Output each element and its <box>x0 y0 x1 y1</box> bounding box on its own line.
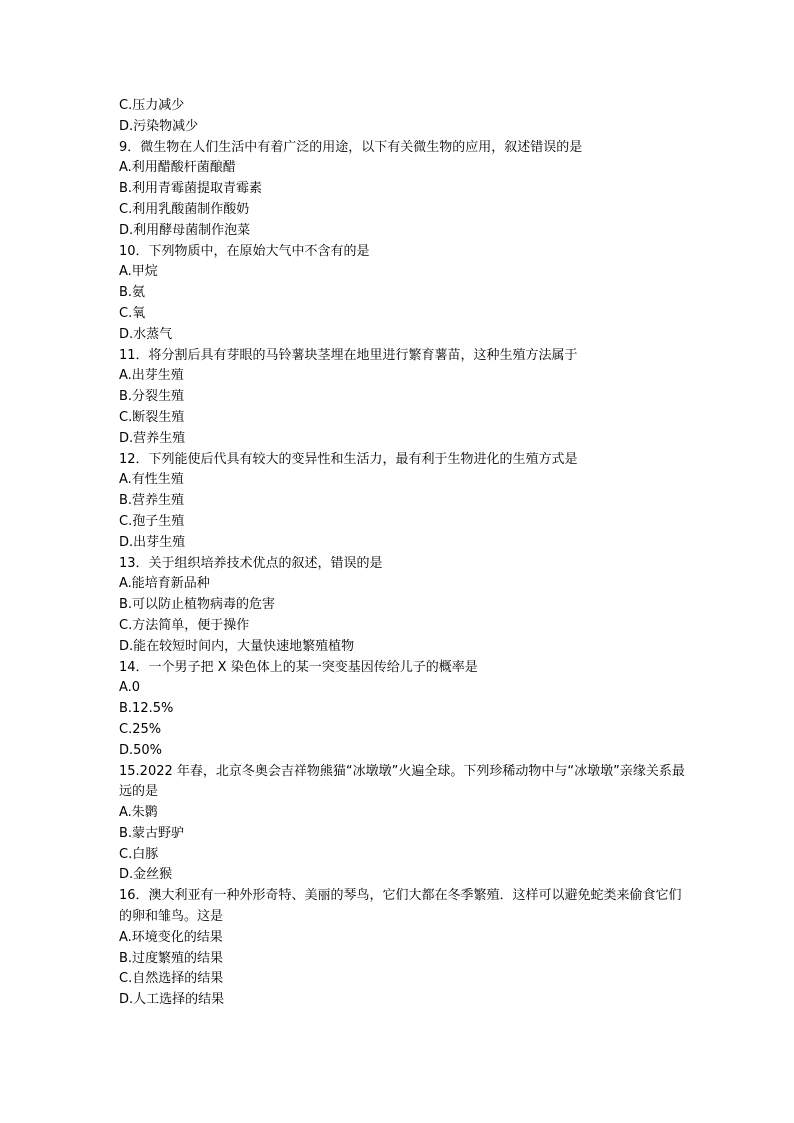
option-d: D.污染物减少 <box>119 118 199 134</box>
option-d: D.水蒸气 <box>119 326 173 342</box>
option-c: C.白豚 <box>119 846 159 862</box>
option-d: D.出芽生殖 <box>119 534 186 550</box>
option-b: B.氨 <box>119 285 146 301</box>
option-c: C.氧 <box>119 305 146 321</box>
option-d: D.人工选择的结果 <box>119 992 225 1008</box>
option-b: B.12.5% <box>119 701 174 717</box>
option-b: B.利用青霉菌提取青霉素 <box>119 181 263 197</box>
option-c: C.方法简单，便于操作 <box>119 617 250 633</box>
question-stem: 16．澳大利亚有一种外形奇特、美丽的琴鸟，它们大都在冬季繁殖．这样可以避免蛇类来偷食它们的卵和雏鸟。这是 <box>119 888 682 925</box>
option-b: B.可以防止植物病毒的危害 <box>119 597 276 613</box>
option-c: C.自然选择的结果 <box>119 971 224 987</box>
option-b: B.蒙古野驴 <box>119 825 185 841</box>
question-13 <box>119 554 689 658</box>
option-a: A.0 <box>119 680 141 696</box>
question-stem: 12．下列能使后代具有较大的变异性和生活力，最有利于生物进化的生殖方式是 <box>119 451 578 467</box>
option-c: C.利用乳酸菌制作酸奶 <box>119 201 250 217</box>
option-c: C.断裂生殖 <box>119 409 185 425</box>
question-15 <box>119 762 689 887</box>
question-stem: 15.2022 年春，北京冬奥会吉祥物熊猫“冰墩墩”火遍全球。下列珍稀动物中与“冰墩墩”亲缘关系最远的是 <box>119 763 685 800</box>
option-b: B.分裂生殖 <box>119 389 185 405</box>
option-a: A.利用醋酸杆菌酿醋 <box>119 160 236 176</box>
question-stem: 13．关于组织培养技术优点的叙述，错误的是 <box>119 555 383 571</box>
option-b: B.过度繁殖的结果 <box>119 950 224 966</box>
option-a: A.朱鹮 <box>119 805 158 821</box>
question-14 <box>119 658 689 762</box>
question-10 <box>119 242 689 346</box>
exam-page <box>119 96 689 1011</box>
option-b: B.营养生殖 <box>119 493 185 509</box>
previous-question-options <box>119 96 689 138</box>
option-c: C.孢子生殖 <box>119 513 185 529</box>
option-d: D.金丝猴 <box>119 867 173 883</box>
question-stem: 9．微生物在人们生活中有着广泛的用途，以下有关微生物的应用，叙述错误的是 <box>119 139 583 155</box>
option-a: A.出芽生殖 <box>119 368 184 384</box>
question-12 <box>119 450 689 554</box>
question-16 <box>119 886 689 1011</box>
option-d: D.营养生殖 <box>119 430 186 446</box>
option-a: A.有性生殖 <box>119 472 184 488</box>
option-a: A.甲烷 <box>119 264 158 280</box>
option-a: A.环境变化的结果 <box>119 929 223 945</box>
question-11 <box>119 346 689 450</box>
option-a: A.能培育新品种 <box>119 576 210 592</box>
option-c: C.25% <box>119 721 162 737</box>
option-d: D.利用酵母菌制作泡菜 <box>119 222 251 238</box>
option-d: D.能在较短时间内，大量快速地繁殖植物 <box>119 638 355 654</box>
option-d: D.50% <box>119 742 163 758</box>
question-stem: 10．下列物质中，在原始大气中不含有的是 <box>119 243 370 259</box>
option-c: C.压力减少 <box>119 98 185 113</box>
question-9 <box>119 138 689 242</box>
question-stem: 14．一个男子把 X 染色体上的某一突变基因传给儿子的概率是 <box>119 659 478 675</box>
question-stem: 11．将分割后具有芽眼的马铃薯块茎埋在地里进行繁育薯苗，这种生殖方法属于 <box>119 347 578 363</box>
